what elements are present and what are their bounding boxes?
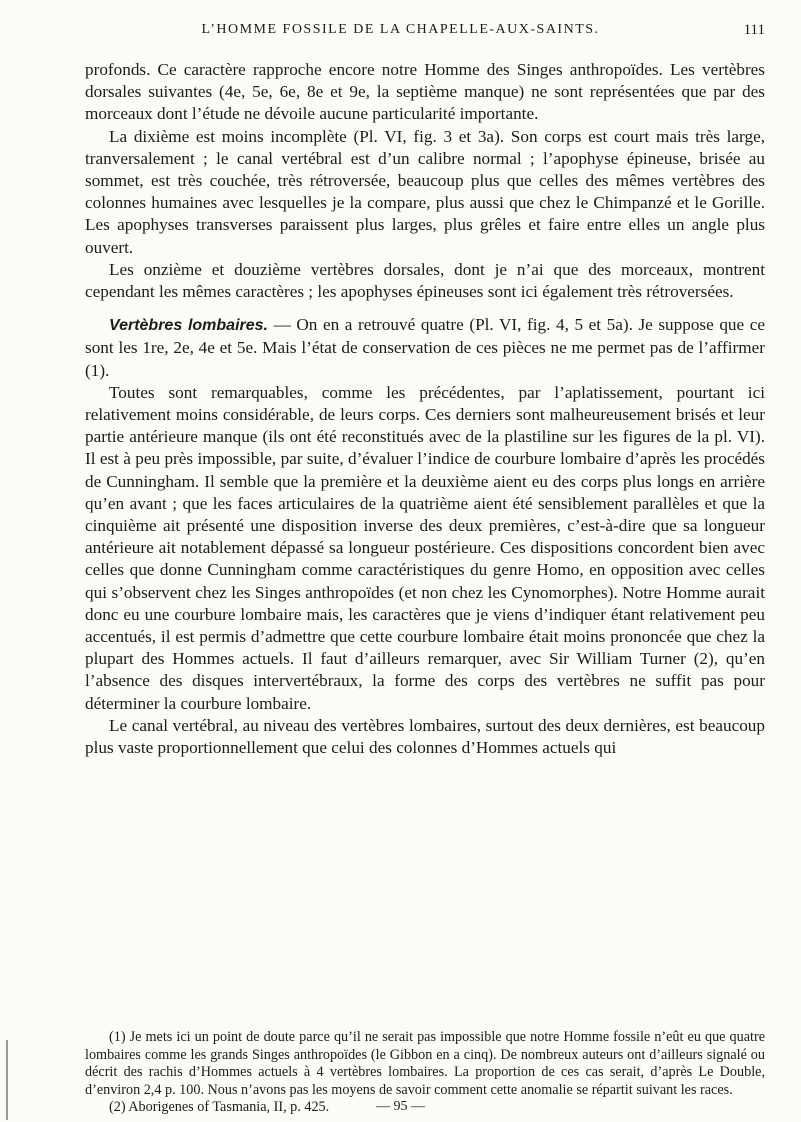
folio: — 95 — bbox=[376, 1099, 425, 1114]
section-heading: Vertèbres lombaires. bbox=[109, 317, 268, 335]
running-title: L’HOMME FOSSILE DE LA CHAPELLE-AUX-SAINTS. bbox=[201, 22, 600, 37]
body-text bbox=[85, 59, 765, 759]
margin-mark bbox=[6, 1040, 8, 1120]
page-number: 111 bbox=[743, 22, 765, 38]
footnote: (1) Je mets ici un point de doute parce qu’il ne serait pas impossible que notre Homme fossile n’eût eu que quatre lombaires comme les grands Singes anthropoïdes (le Gibbon en a cinq). De nombreux auteurs ont d’ailleurs signalé ou décrit des rachis d’Hommes actuels à 4 vertèbres lombaires. La proportion de ces cas serait, d’après Le Double, d’environ 2,4 p. 100. Nous n’avons pas les moyens de savoir comment cette anomalie se répartit suivant les races. bbox=[85, 1029, 765, 1098]
paragraph: Toutes sont remarquables, comme les précédentes, par l’aplatissement, pourtant ici relativement moins considérable, de leurs corps. Ces derniers sont malheureusement brisés et leur partie antérieure manque (ils ont été reconstitués avec de la plastiline sur les figures de la pl. VI). Il est à peu près impossible, par suite, d’évaluer l’indice de courbure lombaire d’après les procédés de Cunningham. Il semble que la première et la deuxième aient eu des corps plus longs en arrière qu’en avant ; que les faces articulaires de la quatrième aient été sensiblement parallèles et que la cinquième ait présenté une disposition inverse des deux premières, c’est-à-dire que sa longueur antérieure ait notablement dépassé sa longueur postérieure. Ces dispositions concordent bien avec celles que donne Cunningham comme caractéristiques du genre Homo, en opposition avec celles qui s’observent chez les Singes anthropoïdes (et non chez les Cynomorphes). Notre Homme aurait donc eu une courbure lombaire mais, les caractères que je viens d’indiquer étant relativement peu accentués, il est permis d’admettre que cette courbure lombaire était moins prononcée que chez la plupart des Hommes actuels. Il faut d’ailleurs remarquer, avec Sir William Turner (2), qu’en l’absence des disques intervertébraux, la forme des corps des vertèbres ne suffit pas pour déterminer la courbure lombaire. bbox=[85, 382, 765, 713]
paragraph: La dixième est moins incomplète (Pl. VI, fig. 3 et 3a). Son corps est court mais très large, tranversalement ; le canal vertébral est d’un calibre normal ; l’apophyse épineuse, brisée au sommet, est très couchée, très rétroversée, beaucoup plus que celles des mêmes vertèbres des colonnes humaines avec lesquelles je la compare, plus aussi que chez le Chimpanzé et le Gorille. Les apophyses transverses paraissent plus larges, plus grêles et faire entre elles un angle plus ouvert. bbox=[85, 126, 765, 257]
paragraph: Les onzième et douzième vertèbres dorsales, dont je n’ai que des morceaux, montrent cependant les mêmes caractères ; les apophyses épineuses sont ici également très rétroversées. bbox=[85, 259, 765, 302]
paragraph: Le canal vertébral, au niveau des vertèbres lombaires, surtout des deux dernières, est beaucoup plus vaste proportionnellement que celui des colonnes d’Hommes actuels qui bbox=[85, 715, 765, 758]
paragraph bbox=[85, 314, 765, 382]
paragraph: profonds. Ce caractère rapproche encore notre Homme des Singes anthropoïdes. Les vertèbres dorsales suivantes (4e, 5e, 6e, 8e et 9e, la septième manque) ne sont représentées que par des morceaux dont l’étude ne dévoile aucune particularité importante. bbox=[85, 60, 765, 124]
footnote: (2) Aborigenes of Tasmania, II, p. 425. bbox=[109, 1099, 330, 1115]
paragraph-text: — On en a retrouvé quatre (Pl. VI, fig. 4, 5 et 5a). Je suppose que ce sont les 1re, 2e, 4e et 5e. Mais l’état de conservation de ces pièces ne me permet pas de l’affirmer (1). bbox=[85, 315, 765, 380]
